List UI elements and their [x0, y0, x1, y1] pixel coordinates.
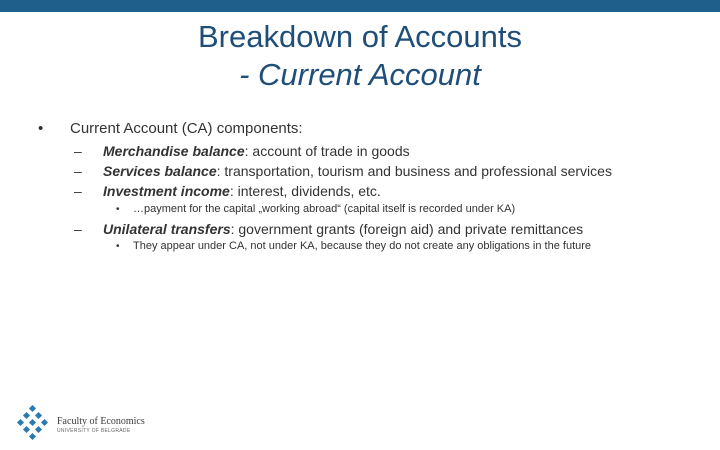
item-text — [103, 163, 612, 179]
item-description: : government grants (foreign aid) and private remittances — [230, 221, 584, 237]
item-description: : transportation, tourism and business and professional services — [216, 163, 612, 179]
logo-university-name: UNIVERSITY OF BELGRADE — [57, 428, 131, 434]
sub-bullet-marker: • — [116, 204, 120, 215]
logo-faculty-name: Faculty of Economics — [57, 416, 145, 427]
top-bar — [0, 0, 720, 12]
title-line-2: - Current Account — [239, 57, 481, 92]
item-term: Investment income — [103, 183, 230, 199]
bullet-marker: • — [38, 120, 44, 137]
item-text — [103, 221, 583, 237]
dash-marker: – — [74, 183, 82, 199]
sub-note-text: They appear under CA, not under KA, because they do not create any obligations in the future — [133, 240, 592, 252]
faculty-logo-icon — [16, 405, 56, 441]
dash-marker: – — [74, 163, 82, 179]
item-text — [103, 183, 381, 199]
item-description: : account of trade in goods — [244, 143, 410, 159]
sub-bullet-marker: • — [116, 241, 120, 252]
item-text — [103, 143, 410, 159]
item-term: Unilateral transfers — [103, 221, 231, 237]
item-description: : interest, dividends, etc. — [229, 183, 381, 199]
slide-title — [0, 18, 720, 94]
item-term: Services balance — [103, 163, 217, 179]
dash-marker: – — [74, 221, 82, 237]
item-term: Merchandise balance — [103, 143, 245, 159]
main-point-text: Current Account (CA) components: — [70, 120, 303, 137]
sub-note-text: …payment for the capital „working abroad“ (capital itself is recorded under KA) — [133, 203, 516, 215]
dash-marker: – — [74, 143, 82, 159]
title-line-1: Breakdown of Accounts — [198, 19, 522, 54]
